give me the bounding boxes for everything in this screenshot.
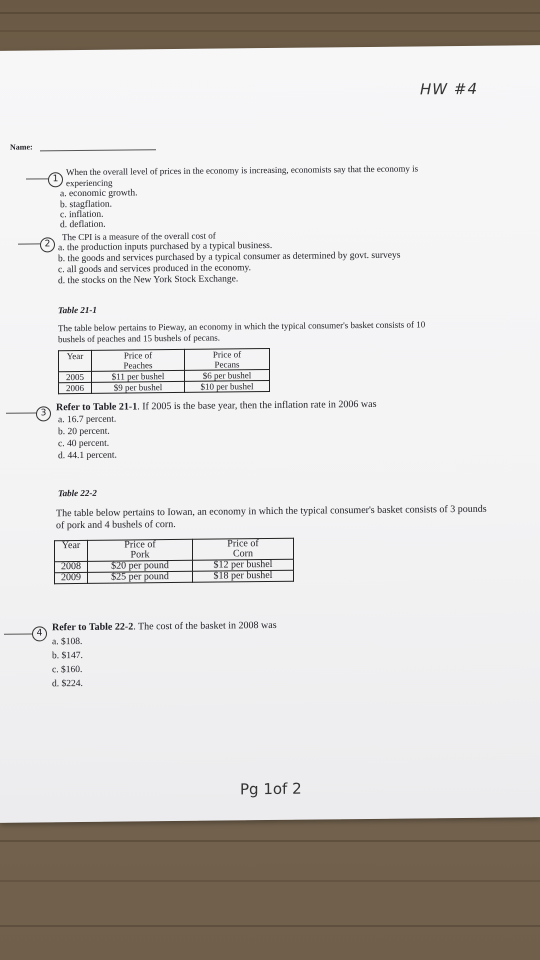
table2-cell: $12 per bushel	[193, 559, 294, 571]
q2-stem: The CPI is a measure of the overall cost of	[62, 230, 216, 243]
table1-intro-cont: bushels of peaches and 15 bushels of pecans.	[58, 332, 220, 345]
table-row	[59, 381, 270, 394]
q1-option-a: a. economic growth.	[60, 188, 138, 200]
q4-option-d: d. $224.	[52, 678, 83, 690]
table1-header-year: Year	[59, 350, 92, 371]
q1-option-c: c. inflation.	[60, 209, 104, 221]
table-header-row	[59, 349, 270, 372]
table1-header-peaches: Price of Peaches	[92, 349, 185, 371]
table1-cell: $10 per bushel	[185, 381, 270, 393]
q3-option-a: a. 16.7 percent.	[58, 414, 117, 426]
q4-stem: Refer to Table 22-2. The cost of the basket in 2008 was	[52, 619, 277, 634]
table1-cell: $11 per bushel	[92, 370, 185, 382]
worksheet-page	[0, 45, 540, 823]
name-label: Name:	[10, 142, 33, 152]
table2-intro: The table below pertains to Iowan, an economy in which the typical consumer's basket consists of 3 pounds	[56, 503, 487, 520]
q3-answer-blank	[6, 412, 36, 413]
q1-number-circle: 1	[48, 168, 63, 187]
q2-number-circle: 2	[40, 233, 55, 252]
table2-title: Table 22-2	[58, 487, 97, 499]
table-row	[55, 570, 294, 584]
table2-cell: $25 per pound	[88, 571, 193, 583]
q1-stem: When the overall level of prices in the economy is increasing, economists say that the economy is	[66, 163, 419, 178]
table1-cell: $9 per bushel	[92, 381, 185, 393]
table2-cell: $18 per bushel	[193, 570, 294, 582]
q2-answer-blank	[18, 243, 40, 244]
q1-answer-blank	[26, 178, 48, 179]
q3-number-circle: 3	[36, 402, 51, 421]
q4-option-b: b. $147.	[52, 650, 83, 662]
q4-answer-blank	[4, 633, 32, 634]
table2	[54, 538, 294, 585]
q3-option-d: d. 44.1 percent.	[58, 450, 117, 462]
table2-cell: 2009	[55, 572, 88, 583]
q3-option-b: b. 20 percent.	[58, 426, 110, 438]
table2-intro-cont: of pork and 4 bushels of corn.	[56, 518, 176, 532]
table1-cell: 2005	[59, 371, 92, 382]
table1-cell: $6 per bushel	[185, 370, 270, 382]
q2-option-a: a. the production inputs purchased by a typical business.	[58, 240, 273, 254]
name-blank-line	[40, 149, 156, 151]
table2-cell: $20 per pound	[88, 560, 193, 572]
q2-option-b: b. the goods and services purchased by a typical consumer as determined by govt. surveys	[58, 250, 401, 265]
table2-cell: 2008	[55, 561, 88, 572]
table2-header-pork: Price of Pork	[88, 539, 193, 561]
q4-option-a: a. $108.	[52, 636, 83, 648]
q1-stem-cont: experiencing	[66, 177, 113, 189]
table1-title: Table 21-1	[58, 304, 97, 316]
table1	[58, 348, 270, 394]
hw-label: HW #4	[420, 79, 478, 99]
q1-option-d: d. deflation.	[60, 219, 106, 231]
q4-number-circle: 4	[32, 622, 47, 641]
table2-header-corn: Price of Corn	[193, 538, 294, 560]
q2-option-c: c. all goods and services produced in the economy.	[58, 263, 252, 276]
table1-header-pecans: Price of Pecans	[185, 349, 270, 371]
q3-option-c: c. 40 percent.	[58, 438, 110, 450]
table2-header-year: Year	[55, 540, 88, 561]
table1-cell: 2006	[59, 382, 92, 393]
page-note: Pg 1of 2	[240, 779, 302, 799]
q1-option-b: b. stagflation.	[60, 199, 112, 211]
q4-option-c: c. $160.	[52, 664, 83, 676]
q2-option-d: d. the stocks on the New York Stock Exchange.	[58, 274, 239, 287]
q3-stem: Refer to Table 21-1. If 2005 is the base year, then the inflation rate in 2006 was	[56, 398, 377, 414]
table1-intro: The table below pertains to Pieway, an economy in which the typical consumer's basket consists of 10	[58, 319, 426, 334]
